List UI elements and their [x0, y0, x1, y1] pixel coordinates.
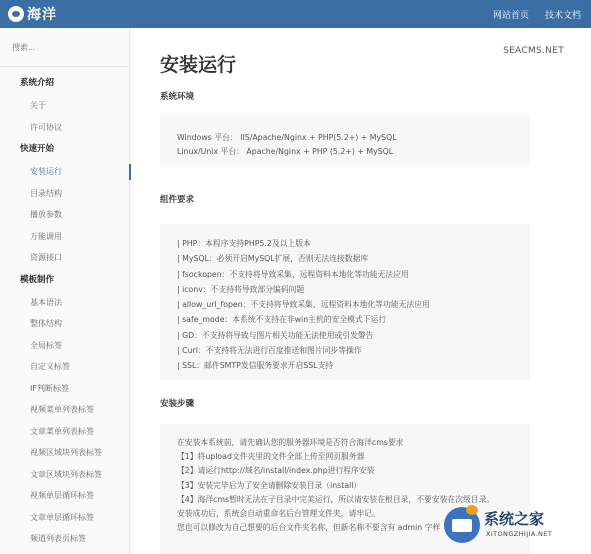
- watermark: [438, 503, 591, 554]
- install-line: 【3】安装完毕后为了安全请删除安装目录（install）: [177, 480, 362, 490]
- component-line: | iconv：不支持将导致部分编码问题: [177, 284, 305, 294]
- top-bar: [0, 0, 591, 28]
- sidebar-item[interactable]: 文章菜单列表标签: [30, 426, 94, 436]
- main-content: [131, 28, 591, 554]
- site-logo[interactable]: [8, 4, 57, 24]
- sidebar-item[interactable]: IF判断标签: [30, 383, 69, 393]
- sidebar-item[interactable]: 许可协议: [30, 122, 62, 132]
- sidebar-item[interactable]: 视频单层循环标签: [30, 491, 94, 500]
- sidebar-nav: [0, 72, 130, 550]
- install-line: 安装成功后，系统会自动重命名后台管理文件夹，请牢记。: [177, 509, 380, 519]
- env-line: Linux/Unix 平台： Apache/Nginx + PHP (5.2+) + MySQL: [177, 147, 394, 156]
- component-line: | allow_url_fopen：不支持将导致采集、远程资料本地化等功能无法应用: [177, 300, 430, 310]
- sidebar-item[interactable]: 播放参数: [30, 210, 62, 219]
- sidebar-item[interactable]: 资源接口: [30, 253, 62, 262]
- sidebar-item[interactable]: 文章区域块列表标签: [30, 469, 102, 479]
- sidebar-item[interactable]: 整体结构: [30, 319, 62, 328]
- page-title: 安装运行: [160, 54, 237, 76]
- component-line: | safe_mode：本系统不支持在非win主机的安全模式下运行: [177, 315, 387, 325]
- sidebar-item[interactable]: 全局标签: [30, 340, 62, 350]
- component-line: | SSL：邮件SMTP发信服务要求开启SSL支持: [177, 361, 334, 371]
- component-line: | fsockopen：不支持将导致采集、远程资料本地化等功能无法应用: [177, 269, 409, 279]
- sidebar-section-title: 模板制作: [20, 274, 55, 285]
- sidebar-item[interactable]: 目录结构: [30, 188, 62, 198]
- components-heading: 组件要求: [160, 195, 195, 205]
- sidebar-item[interactable]: 文章单层循环标签: [30, 512, 94, 522]
- search-divider: [0, 66, 130, 67]
- sidebar-item[interactable]: 视频区域块列表标签: [30, 448, 102, 457]
- component-line: | MySQL：必须开启MySQL扩展，否则无法连接数据库: [177, 254, 369, 264]
- install-line: 在安装本系统前，请先确认您的服务器环境是否符合海洋cms要求: [177, 438, 404, 447]
- watermark-text: 系统之家: [484, 510, 545, 528]
- sidebar-item[interactable]: 频道列表页标签: [30, 534, 86, 543]
- sidebar-item[interactable]: 自定义标签: [30, 362, 70, 371]
- component-line: | GD：不支持将导致与图片相关功能无法使用或引发警告: [177, 330, 374, 340]
- logo-icon: [8, 6, 24, 22]
- sidebar-item[interactable]: 关于: [30, 101, 46, 110]
- brand-text: SEACMS.NET: [503, 46, 564, 56]
- install-line: 您也可以修改为自己想要的后台文件夹名称，但新名称不要含有 admin 字样: [177, 523, 441, 533]
- install-heading: 安装步骤: [160, 399, 195, 409]
- top-nav: [493, 0, 581, 28]
- install-line: 【1】将upload文件夹里的文件全部上传至网页服务器: [177, 452, 365, 462]
- search-input[interactable]: [12, 38, 120, 56]
- env-line: Windows 平台： IIS/Apache/Nginx + PHP(5.2+) + MySQL: [177, 133, 397, 142]
- sidebar-item[interactable]: 安装运行: [0, 161, 130, 183]
- env-box: [160, 114, 530, 166]
- nav-docs-link[interactable]: 技术文档: [544, 10, 581, 21]
- env-heading: 系统环境: [160, 92, 195, 102]
- watermark-house-icon: [444, 507, 480, 543]
- nav-home-link[interactable]: 网站首页: [492, 10, 529, 21]
- sidebar-section-title: 快速开始: [20, 144, 55, 154]
- components-box: [160, 224, 530, 380]
- logo-text: 海洋: [27, 7, 57, 23]
- install-line: 【4】海洋cms暂时无法在子目录中完美运行，所以请安装在根目录，不要安装在次级目录。: [177, 494, 495, 504]
- sidebar-item[interactable]: 基本语法: [30, 297, 62, 307]
- component-line: | Curl：不支持将无法进行百度推送和图片同步等操作: [177, 346, 362, 356]
- sidebar-item[interactable]: 万能调用: [30, 231, 62, 241]
- install-line: 【2】请运行http://域名/install/index.php进行程序安装: [177, 466, 375, 476]
- sidebar-section-title: 系统介绍: [20, 78, 55, 88]
- component-line: | PHP：本程序支持PHP5.2及以上版本: [177, 239, 311, 248]
- sidebar: [0, 28, 130, 554]
- watermark-url: XITONGZHIJIA.NET: [486, 530, 553, 538]
- sidebar-item[interactable]: 视频菜单列表标签: [30, 405, 94, 414]
